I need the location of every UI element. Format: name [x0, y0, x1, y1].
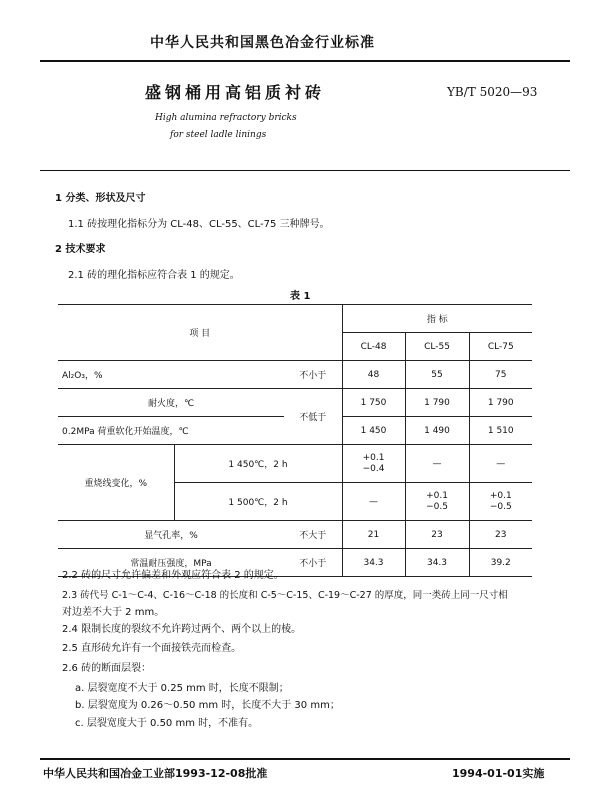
row-cond: 不小于 [284, 361, 342, 389]
cell-value-minus: −0.4 [362, 463, 385, 474]
index-header: 指 标 [342, 305, 532, 333]
table-caption: 表 1 [290, 291, 311, 302]
section-2-heading: 2 技术要求 [55, 244, 106, 255]
cell-value: 34.3 [405, 549, 469, 577]
row-cond: 不低于 [284, 389, 342, 445]
cell-value: 39.2 [490, 557, 511, 568]
clause-2-2: 2.2 砖的尺寸允许偏差和外观应符合表 2 的规定。 [62, 570, 284, 581]
table-row [58, 361, 532, 389]
row-label-porosity: 显气孔率，% [144, 531, 198, 541]
clause-2-3-line2: 对边差不大于 2 mm。 [62, 607, 165, 618]
clause-2-6-b: b. 层裂宽度为 0.26～0.50 mm 时，长度不大于 30 mm； [75, 700, 340, 711]
english-title-line2: for steel ladle linings [170, 130, 267, 140]
cell-value [469, 483, 532, 521]
clause-1-1: 1.1 砖按理化指标分为 CL-48、CL-55、CL-75 三种牌号。 [68, 219, 330, 230]
document-title: 盛钢桶用高铝质衬砖 [145, 83, 326, 102]
properties-table [58, 304, 532, 577]
cell-value: 1 790 [469, 389, 532, 417]
cell-value: 48 [342, 361, 405, 389]
table-header-row [58, 305, 532, 333]
row-label-al2o3: Al₂O₃，% [62, 371, 103, 381]
clause-2-4: 2.4 限制长度的裂纹不允许跨过两个、两个以上的棱。 [62, 624, 302, 635]
table-row [58, 389, 532, 417]
cell-value: 1 510 [487, 425, 514, 436]
cell-value-plus: +0.1 [426, 490, 448, 501]
cell-value: 1 450 [342, 417, 405, 445]
clause-2-6-c: c. 层裂宽度大于 0.50 mm 时，不准有。 [75, 718, 259, 729]
section-1-heading: 1 分类、形状及尺寸 [55, 193, 146, 204]
row-cond: 不小于 [284, 549, 342, 577]
table-row [58, 521, 532, 549]
row-label-refractoriness: 耐火度，℃ [58, 389, 284, 417]
cell-value-plus: +0.1 [362, 452, 385, 463]
table-row [58, 445, 532, 483]
cell-value: — [342, 483, 405, 521]
cell-value: 55 [405, 361, 469, 389]
effective-date: 1994-01-01实施 [452, 767, 545, 780]
cell-value-plus: +0.1 [489, 490, 512, 501]
cell-value [405, 483, 469, 521]
clause-2-1: 2.1 砖的理化指标应符合表 1 的规定。 [68, 270, 240, 281]
standard-number: YB/T 5020—93 [447, 85, 538, 99]
clause-2-5: 2.5 直形砖允许有一个面接铁壳而检查。 [62, 643, 242, 654]
approval-note: 中华人民共和国冶金工业部1993-12-08批准 [43, 767, 268, 780]
cell-value: 21 [342, 521, 405, 549]
row-label-rul: 0.2MPa 荷重软化开始温度，℃ [62, 427, 189, 437]
cell-value: 1 750 [342, 389, 405, 417]
cell-value [342, 445, 405, 483]
cell-value: 23 [405, 521, 469, 549]
cell-value-minus: −0.5 [489, 501, 512, 512]
english-title-line1: High alumina refractory bricks [155, 113, 297, 123]
title-rule [40, 170, 570, 171]
grade-cl55: CL-55 [405, 333, 469, 361]
cell-value: — [405, 445, 469, 483]
cell-value: — [496, 458, 506, 469]
row-cond-1500: 1 500℃，2 h [174, 483, 342, 521]
clause-2-3-line1: 2.3 砖代号 C-1～C-4、C-16～C-18 的长度和 C-5～C-15、C-19～C-27 的厚度，同一类砖上同一尺寸相 [62, 590, 508, 601]
publisher-header: 中华人民共和国黑色冶金行业标准 [150, 35, 375, 51]
cell-value: 1 490 [405, 417, 469, 445]
clause-2-6-a: a. 层裂宽度不大于 0.25 mm 时，长度不限制； [75, 683, 289, 694]
grade-cl48: CL-48 [342, 333, 405, 361]
cell-value-minus: −0.5 [426, 501, 448, 512]
cell-value: 1 790 [405, 389, 469, 417]
row-cond-1450: 1 450℃，2 h [174, 445, 342, 483]
grade-cl75: CL-75 [487, 341, 514, 352]
footer-rule [40, 758, 570, 760]
clause-2-6: 2.6 砖的断面层裂： [62, 663, 152, 674]
cell-value: 23 [495, 529, 507, 540]
header-rule [40, 60, 570, 62]
cell-value: 34.3 [342, 549, 405, 577]
item-header: 项 目 [58, 305, 342, 361]
cell-value: 75 [495, 369, 507, 380]
row-cond: 不大于 [284, 521, 342, 549]
row-label-plc: 重烧线变化，% [58, 445, 174, 521]
row-label-ccs: 常温耐压强度，MPa [130, 559, 212, 569]
